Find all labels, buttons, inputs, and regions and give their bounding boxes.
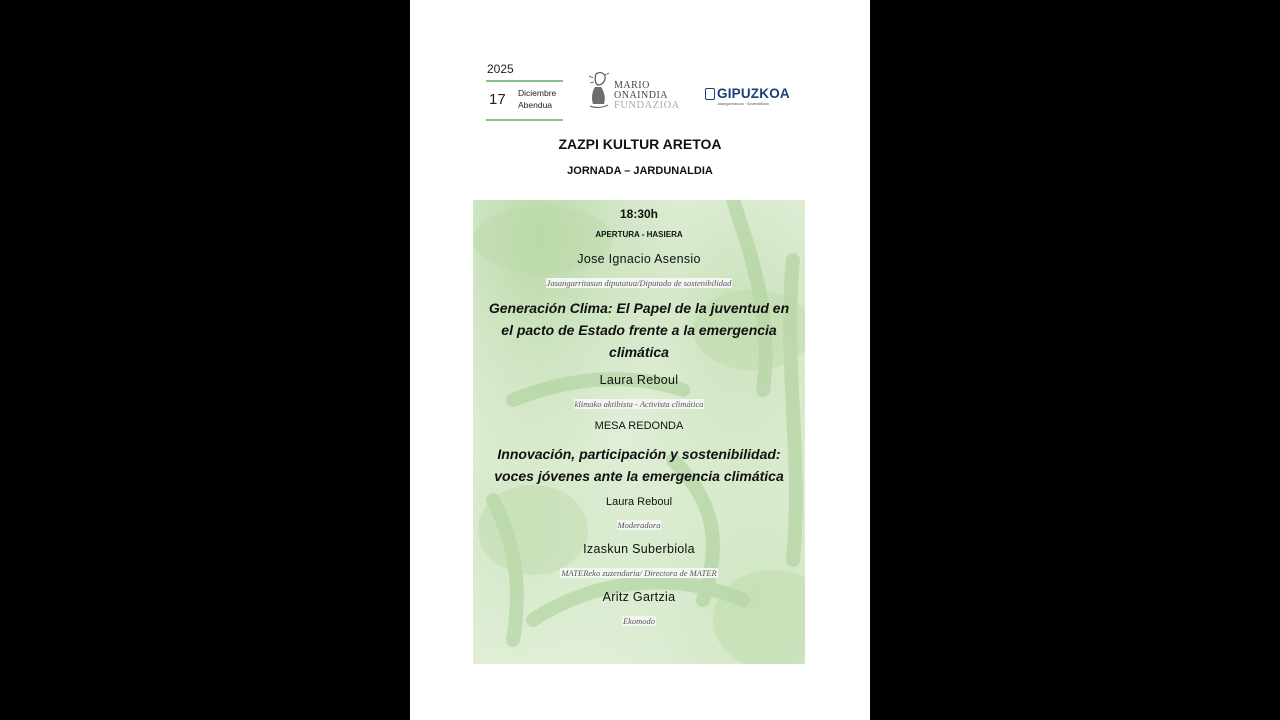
- portrait-sketch-icon: [586, 70, 612, 112]
- mario-onaindia-logo: [586, 70, 686, 112]
- program-panel: [473, 200, 805, 664]
- logo-line-3: FUNDAZIOA: [614, 100, 680, 111]
- talk2-line2: voces jóvenes ante la emergencia climática: [494, 468, 784, 484]
- speaker1-name: Jose Ignacio Asensio: [577, 252, 701, 266]
- logo-line-2: ONAINDIA: [614, 90, 668, 101]
- speaker2-role: klimako aktibista - Activista climática: [574, 399, 704, 409]
- round-table-label: MESA REDONDA: [594, 420, 684, 432]
- start-time: 18:30h: [619, 207, 659, 221]
- gipuzkoa-wordmark: GIPUZKOA: [717, 86, 790, 101]
- date-top-rule: [486, 80, 563, 82]
- speaker2-name: Laura Reboul: [599, 373, 679, 387]
- date-bottom-rule: [486, 119, 563, 121]
- panelist1-name: Izaskun Suberbiola: [583, 542, 695, 556]
- panelist1-role: MATEReko zuzendaria/ Directora de MATER: [561, 568, 717, 578]
- opening-label: APERTURA - HASIERA: [595, 230, 683, 239]
- moderator-role: Moderadora: [617, 520, 661, 530]
- event-year: 2025: [487, 62, 514, 76]
- talk1-line3: climática: [609, 344, 669, 360]
- talk1-title: [481, 297, 797, 363]
- logo-line-1: MARIO: [614, 80, 650, 91]
- gipuzkoa-shield-icon: [705, 88, 715, 100]
- event-month-es: Diciembre: [518, 88, 557, 98]
- gipuzkoa-tagline: Jasangarritasuna · Sostenibilidad: [717, 102, 769, 106]
- moderator-name: Laura Reboul: [605, 496, 673, 508]
- speaker1-role: Jasangarritasun diputatua/Diputado de sostenibilidad: [546, 278, 732, 288]
- event-subtitle: JORNADA – JARDUNALDIA: [567, 165, 713, 177]
- venue-title: ZAZPI KULTUR ARETOA: [558, 136, 722, 152]
- talk2-title: [481, 443, 797, 487]
- poster-page: [410, 0, 870, 720]
- talk1-line1: Generación Clima: El Papel de la juventud en: [488, 300, 790, 316]
- panelist2-name: Aritz Gartzia: [602, 590, 676, 604]
- talk2-line1: Innovación, participación y sostenibilidad:: [497, 446, 781, 462]
- talk1-line2: el pacto de Estado frente a la emergencia: [501, 322, 777, 338]
- panelist2-role: Ekomodo: [622, 616, 656, 626]
- event-month-eu: Abendua: [518, 100, 553, 110]
- mario-onaindia-wordmark: [614, 81, 680, 111]
- event-date: [486, 80, 563, 120]
- gipuzkoa-logo: [705, 86, 800, 110]
- event-day: 17: [489, 91, 506, 108]
